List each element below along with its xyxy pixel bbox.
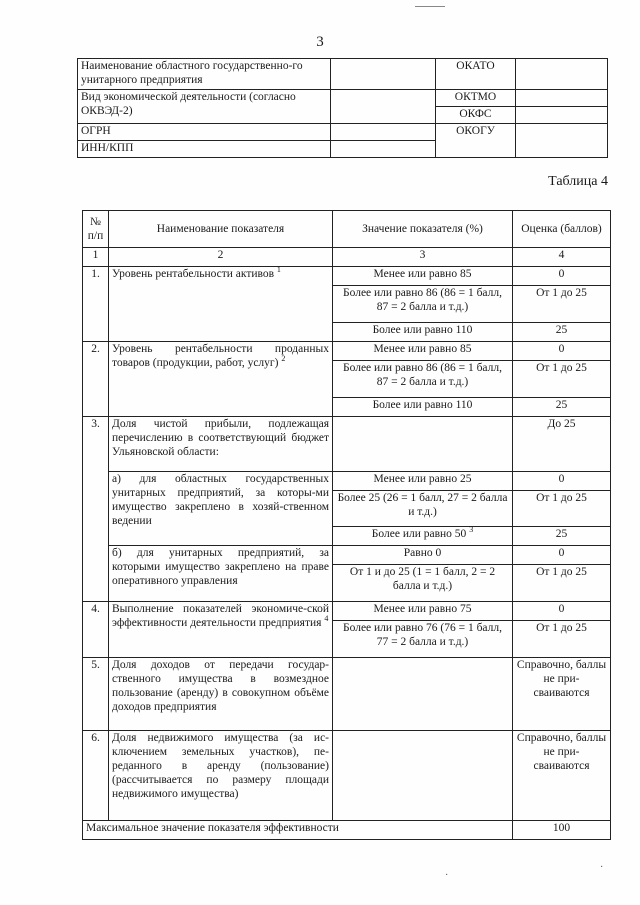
row-name: Доля доходов от передачи государ-ственного имущества в возмездное пользование (аренду) в совокупном объёме доходов предприятия (109, 658, 333, 730)
row-score: Справочно, баллы не при-сваиваются (513, 658, 611, 730)
row-score: 0 (513, 267, 611, 286)
row-score: От 1 до 25 (513, 490, 611, 527)
info-code: ОКФС (436, 107, 516, 124)
row-score: 0 (513, 341, 611, 360)
info-label: ОГРН (78, 124, 331, 141)
info-label: Наименование областного государственно-го унитарного предприятия (78, 59, 331, 90)
row-name: Уровень рентабельности активов $^1$ (109, 267, 333, 342)
row-num: 6. (83, 730, 109, 820)
row-score: 0 (513, 602, 611, 621)
scan-speck: · (445, 870, 449, 881)
row-subname: а) для областных государственных унитарных предприятий, за которы-ми имущество закреплено в хозяй-ственном ведении (109, 471, 333, 546)
info-code: ОКАТО (436, 59, 516, 90)
info-label: Вид экономической деятельности (согласно ОКВЭД-2) (78, 90, 331, 124)
row-score: 0 (513, 471, 611, 490)
total-value: 100 (513, 820, 611, 839)
footnote-ref: 3 (469, 525, 474, 535)
row-name: Доля недвижимого имущества (за ис-ключением земельных участков), пе-реданного в аренду (пользование) (рассчитывается по размеру площади недвижимого имущества) (109, 730, 333, 820)
header-name: Наименование показателя (109, 211, 333, 248)
page-number: 3 (316, 34, 324, 50)
total-label: Максимальное значение показателя эффективности (83, 820, 513, 839)
footnote-ref: 1 (276, 265, 281, 275)
row-num: 2. (83, 341, 109, 416)
info-label: ИНН/КПП (78, 141, 331, 158)
info-code: ОКОГУ (436, 124, 516, 158)
row-value: От 1 и до 25 (1 = 1 балл, 2 = 2 балла и т.д.) (333, 565, 513, 602)
row-value: Менее или равно 85 (333, 267, 513, 286)
row-score: 0 (513, 546, 611, 565)
indicators-table (82, 210, 611, 840)
row-score: От 1 до 25 (513, 565, 611, 602)
row-value: Более 25 (26 = 1 балл, 27 = 2 балла и т.д.) (333, 490, 513, 527)
row-value: Менее или равно 75 (333, 602, 513, 621)
row-value: Менее или равно 25 (333, 471, 513, 490)
row-score: Справочно, баллы не при-сваиваются (513, 730, 611, 820)
footnote-ref: 2 (281, 354, 286, 364)
row-score: От 1 до 25 (513, 286, 611, 323)
row-num: 1. (83, 267, 109, 342)
row-num: 5. (83, 658, 109, 730)
row-value: Более или равно 76 (76 = 1 балл, 77 = 2 балла и т.д.) (333, 621, 513, 658)
row-value: Менее или равно 85 (333, 341, 513, 360)
row-value: Более или равно 110 (333, 397, 513, 416)
footnote-ref: 4 (324, 614, 329, 624)
row-value: Более или равно 86 (86 = 1 балл, 87 = 2 балла и т.д.) (333, 286, 513, 323)
col-number: 3 (333, 248, 513, 267)
row-name: Доля чистой прибыли, подлежащая перечислению в соответствующий бюджет Ульяновской области: (109, 416, 333, 471)
scan-speck: · (600, 862, 604, 873)
info-code: ОКТМО (436, 90, 516, 107)
enterprise-info-table (77, 58, 608, 158)
table-caption: Таблица 4 (548, 174, 608, 189)
row-name: Выполнение показателей экономиче-ской эффективности деятельности предприятия $^4$ (109, 602, 333, 658)
row-score: 25 (513, 322, 611, 341)
top-mark (415, 6, 445, 7)
row-num: 4. (83, 602, 109, 658)
row-score: 25 (513, 397, 611, 416)
col-number: 4 (513, 248, 611, 267)
row-value: Равно 0 (333, 546, 513, 565)
col-number: 2 (109, 248, 333, 267)
header-score: Оценка (баллов) (513, 211, 611, 248)
row-name: Уровень рентабельности проданных товаров (продукции, работ, услуг) $^2$ (109, 341, 333, 416)
header-value: Значение показателя (%) (333, 211, 513, 248)
row-value: Более или равно 50 $^3$ (333, 527, 513, 546)
row-num: 3. (83, 416, 109, 601)
row-value: Более или равно 110 (333, 322, 513, 341)
row-score: До 25 (513, 416, 611, 471)
row-value: Более или равно 86 (86 = 1 балл, 87 = 2 балла и т.д.) (333, 361, 513, 398)
row-score: От 1 до 25 (513, 621, 611, 658)
col-number: 1 (83, 248, 109, 267)
row-subname: б) для унитарных предприятий, за которыми имущество закреплено на праве оперативного управления (109, 546, 333, 602)
row-score: От 1 до 25 (513, 361, 611, 398)
header-num: № п/п (83, 211, 109, 248)
row-score: 25 (513, 527, 611, 546)
